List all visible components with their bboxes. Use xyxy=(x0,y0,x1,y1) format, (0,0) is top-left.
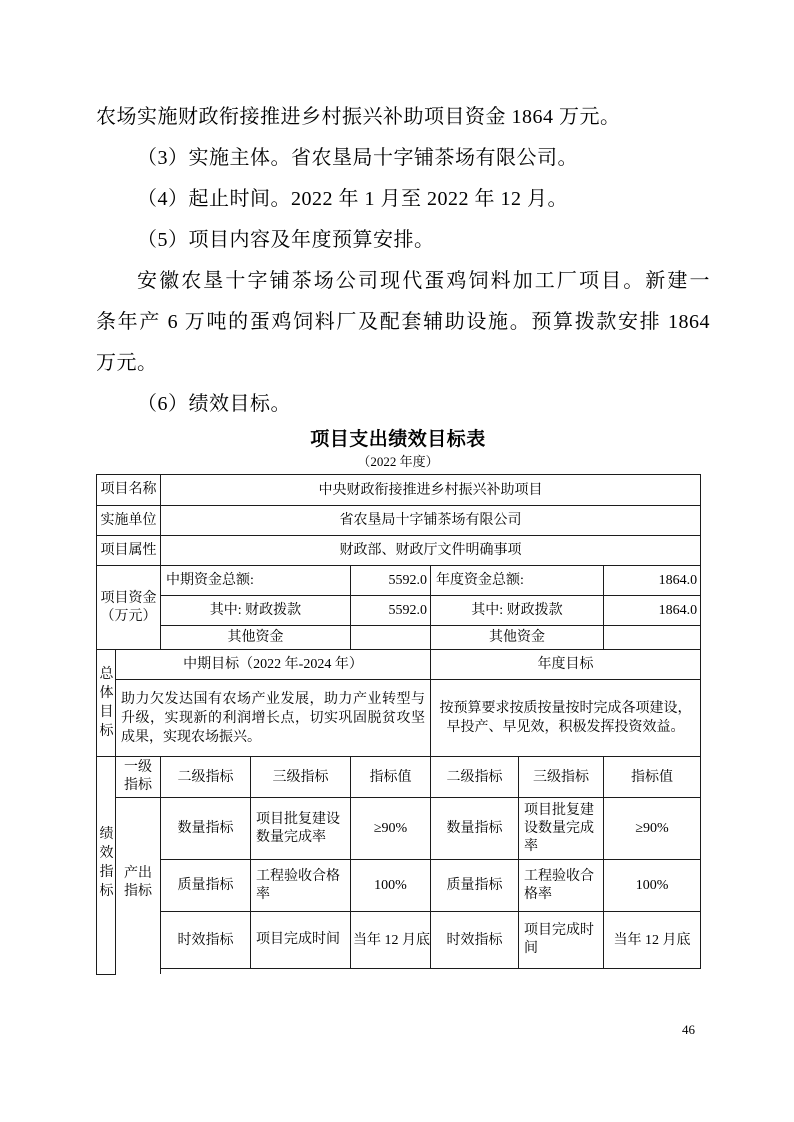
table-row xyxy=(97,506,701,536)
performance-target-table xyxy=(96,474,701,969)
quality-value-left: 100% xyxy=(351,860,431,912)
funds-label: 项目资金（万元） xyxy=(97,566,161,650)
performance-indicator-label xyxy=(97,757,116,969)
body-line-item6: （6）绩效目标。 xyxy=(137,393,291,415)
annual-fiscal-value: 1864.0 xyxy=(604,596,701,626)
output-indicator-label-text: 产出指标 xyxy=(124,866,152,900)
value-header-right: 指标值 xyxy=(604,757,701,798)
midterm-other-value xyxy=(351,626,431,650)
level3-header-right: 三级指标 xyxy=(519,757,604,798)
overall-goal-label-text: 总体目标 xyxy=(99,667,114,739)
page-number: 46 xyxy=(682,1022,695,1037)
table-continuation-line xyxy=(96,967,97,974)
annual-fiscal-label: 其中: 财政拨款 xyxy=(431,596,604,626)
quantity-indicator-right: 数量指标 xyxy=(431,798,519,860)
quantity-value-left: ≥90% xyxy=(351,798,431,860)
table-title: 项目支出绩效目标表 xyxy=(310,429,486,450)
level2-header-left: 二级指标 xyxy=(161,757,251,798)
table-row xyxy=(97,626,701,650)
midterm-total-value: 5592.0 xyxy=(351,566,431,596)
annual-total-value: 1864.0 xyxy=(604,566,701,596)
table-continuation-line xyxy=(96,974,116,975)
annual-other-label: 其他资金 xyxy=(431,626,604,650)
annual-total-label: 年度资金总额: xyxy=(431,566,604,596)
value-header-left: 指标值 xyxy=(351,757,431,798)
project-name-label: 项目名称 xyxy=(97,475,161,506)
quantity-l3-left: 项目批复建设数量完成率 xyxy=(251,798,351,860)
level2-header-right: 二级指标 xyxy=(431,757,519,798)
annual-other-value xyxy=(604,626,701,650)
midterm-other-label: 其他资金 xyxy=(161,626,351,650)
table-row xyxy=(97,596,701,626)
project-attribute-label: 项目属性 xyxy=(97,536,161,566)
table-row xyxy=(97,680,701,757)
performance-target-table-wrap xyxy=(96,474,700,969)
quantity-l3-right: 项目批复建设数量完成率 xyxy=(519,798,604,860)
midterm-fiscal-label: 其中: 财政拨款 xyxy=(161,596,351,626)
timeliness-l3-left: 项目完成时间 xyxy=(251,912,351,969)
table-row xyxy=(97,475,701,506)
table-row xyxy=(97,566,701,596)
midterm-goal-text: 助力欠发达国有农场产业发展，助力产业转型与升级，实现新的利润增长点，切实巩固脱贫攻坚成果，实现农场振兴。 xyxy=(116,680,431,757)
timeliness-indicator-right: 时效指标 xyxy=(431,912,519,969)
body-line-item5: （5）项目内容及年度预算安排。 xyxy=(137,229,435,251)
annual-goal-text: 按预算要求按质按量按时完成各项建设，早投产、早见效，积极发挥投资效益。 xyxy=(431,680,701,757)
timeliness-value-left: 当年 12 月底 xyxy=(351,912,431,969)
body-line-item4: （4）起止时间。2022 年 1 月至 2022 年 12 月。 xyxy=(137,188,568,210)
implementing-unit-value: 省农垦局十字铺茶场有限公司 xyxy=(161,506,701,536)
annual-goal-header: 年度目标 xyxy=(431,650,701,680)
quantity-indicator-left: 数量指标 xyxy=(161,798,251,860)
table-row xyxy=(97,536,701,566)
timeliness-value-right: 当年 12 月底 xyxy=(604,912,701,969)
table-row xyxy=(97,860,701,912)
timeliness-indicator-left: 时效指标 xyxy=(161,912,251,969)
quality-l3-left: 工程验收合格率 xyxy=(251,860,351,912)
overall-goal-label xyxy=(97,650,116,757)
table-row xyxy=(97,650,701,680)
table-row xyxy=(97,798,701,860)
quality-l3-right: 工程验收合格率 xyxy=(519,860,604,912)
level1-header xyxy=(116,757,161,798)
table-row xyxy=(97,757,701,798)
midterm-total-label: 中期资金总额: xyxy=(161,566,351,596)
quality-value-right: 100% xyxy=(604,860,701,912)
table-continuation-line xyxy=(115,967,116,974)
body-line-para5-1: 安徽农垦十字铺茶场公司现代蛋鸡饲料加工厂项目。新建一 xyxy=(137,270,710,292)
level1-header-text: 一级指标 xyxy=(124,760,152,793)
table-continuation-line xyxy=(160,967,161,974)
project-name-value: 中央财政衔接推进乡村振兴补助项目 xyxy=(161,475,701,506)
document-body xyxy=(96,97,710,969)
body-line-item3: （3）实施主体。省农垦局十字铺茶场有限公司。 xyxy=(137,147,578,169)
project-attribute-value: 财政部、财政厅文件明确事项 xyxy=(161,536,701,566)
table-subtitle: （2022 年度） xyxy=(357,454,439,469)
quality-indicator-right: 质量指标 xyxy=(431,860,519,912)
quality-indicator-left: 质量指标 xyxy=(161,860,251,912)
midterm-goal-header: 中期目标（2022 年-2024 年） xyxy=(116,650,431,680)
body-line-para5-3: 万元。 xyxy=(96,352,158,374)
quantity-value-right: ≥90% xyxy=(604,798,701,860)
implementing-unit-label: 实施单位 xyxy=(97,506,161,536)
midterm-fiscal-value: 5592.0 xyxy=(351,596,431,626)
timeliness-l3-right: 项目完成时间 xyxy=(519,912,604,969)
output-indicator-label xyxy=(116,798,161,969)
body-line: 农场实施财政衔接推进乡村振兴补助项目资金 1864 万元。 xyxy=(96,106,621,128)
level3-header-left: 三级指标 xyxy=(251,757,351,798)
table-row xyxy=(97,912,701,969)
performance-indicator-label-text: 绩效指标 xyxy=(99,826,114,899)
body-line-para5-2: 条年产 6 万吨的蛋鸡饲料厂及配套辅助设施。预算拨款安排 1864 xyxy=(96,311,710,333)
